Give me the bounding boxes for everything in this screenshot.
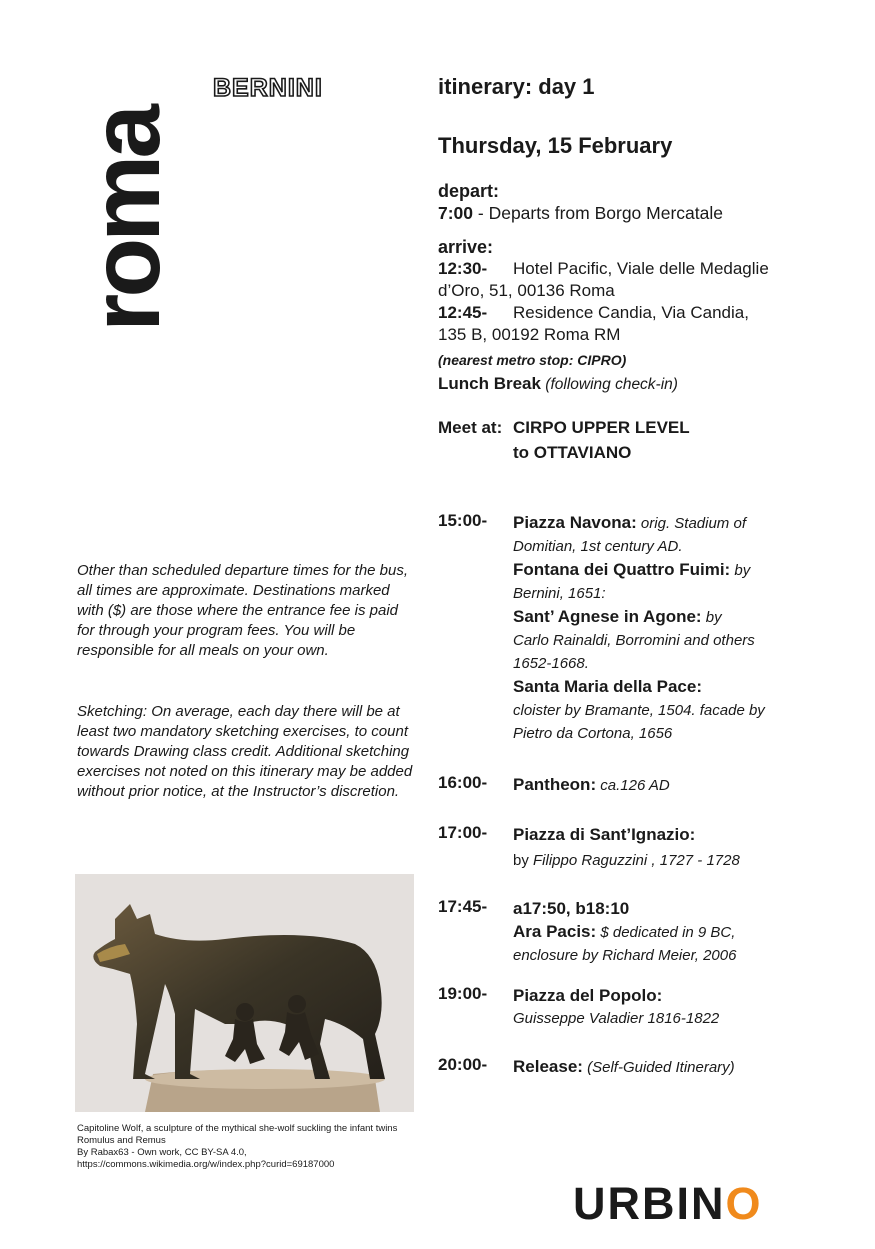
site-name: Release:	[513, 1057, 583, 1076]
photo-caption	[77, 1123, 417, 1171]
meet-label: Meet at:	[438, 418, 503, 437]
notes-paragraph: Sketching: On average, each day there will be at least two mandatory sketching exercises, to count towards Drawing class credit. Additional sketching exercises not noted on this itinerary may be added without prior notice, at the Instructor’s discretion.	[77, 703, 413, 800]
site-desc: Filippo Raguzzini , 1727 - 1728	[533, 852, 740, 869]
itinerary-date: Thursday, 15 February	[438, 133, 673, 158]
city-title: roma	[70, 108, 181, 332]
site-name: Piazza Navona:	[513, 513, 637, 532]
arrival-times: a17:50, b18:10	[513, 899, 630, 918]
arrive-item	[438, 302, 838, 324]
arrive-block	[438, 236, 838, 396]
schedule-content	[513, 984, 813, 1030]
depart-block	[438, 180, 838, 224]
itinerary-title: itinerary: day 1	[438, 74, 595, 99]
site-desc: cloister by Bramante, 1504. facade by	[513, 702, 765, 719]
site-desc: Guisseppe Valadier 1816-1822	[513, 1010, 720, 1027]
arrive-line1: Hotel Pacific, Viale delle Medaglie	[513, 259, 769, 278]
depart-text: - Departs from Borgo Mercatale	[473, 203, 723, 223]
lunch-line	[438, 373, 838, 396]
section-title: BERNINI	[213, 74, 323, 102]
site-name: Ara Pacis:	[513, 922, 597, 941]
logo-text: URBIN	[573, 1178, 726, 1229]
notes-paragraph: Other than scheduled departure times for the bus, all times are approximate. Destinations marked with ($) are those where the entrance fee is paid for through your program fees. You will be responsible for all meals on your own.	[77, 562, 409, 659]
arrive-label: arrive:	[438, 237, 494, 257]
site-desc-prefix: by	[513, 852, 534, 869]
site-desc: $ dedicated in 9 BC,	[596, 924, 736, 941]
schedule-time: 15:00-	[438, 511, 488, 530]
site-desc: by	[701, 609, 722, 626]
meet-line2: to OTTAVIANO	[513, 443, 632, 462]
site-name: Sant’ Agnese in Agone:	[513, 607, 702, 626]
schedule-time: 20:00-	[438, 1055, 488, 1074]
caption-credit: By Rabax63 - Own work, CC BY-SA 4.0, https://commons.wikimedia.org/w/index.php?curid=69187000	[77, 1147, 335, 1170]
site-desc: orig. Stadium of	[636, 515, 746, 532]
schedule-content	[513, 1055, 813, 1079]
schedule-time: 16:00-	[438, 773, 488, 792]
arrive-line2: 135 B, 00192 Roma RM	[438, 325, 621, 344]
caption-line: Capitoline Wolf, a sculpture of the mythical she-wolf suckling the infant twins Romulus and Remus	[77, 1123, 398, 1146]
site-desc: ca.126 AD	[596, 777, 670, 794]
meet-line1: CIRPO UPPER LEVEL	[513, 418, 690, 437]
vertical-title-container	[70, 70, 181, 370]
schedule-content	[513, 897, 813, 967]
schedule-time: 17:45-	[438, 897, 488, 916]
logo-accent-letter: O	[725, 1178, 763, 1229]
arrive-line2: d’Oro, 51, 00136 Roma	[438, 281, 615, 300]
schedule-content	[513, 773, 813, 797]
site-name: Pantheon:	[513, 775, 597, 794]
depart-time: 7:00	[438, 203, 474, 223]
capitoline-wolf-photo	[75, 874, 414, 1112]
site-name: Piazza di Sant’Ignazio:	[513, 825, 696, 844]
schedule-content	[513, 823, 813, 872]
arrive-time: 12:30-	[438, 259, 488, 278]
schedule-content	[513, 511, 813, 745]
site-desc: Domitian, 1st century AD.	[513, 538, 683, 555]
site-desc: 1652-1668.	[513, 655, 589, 672]
lunch-note: (following check-in)	[540, 376, 678, 393]
meet-block	[438, 415, 838, 465]
depart-line	[438, 202, 838, 224]
site-name: Fontana dei Quattro Fuimi:	[513, 560, 731, 579]
lunch-label: Lunch Break	[438, 374, 541, 393]
site-desc: Carlo Rainaldi, Borromini and others	[513, 632, 755, 649]
site-desc: Bernini, 1651:	[513, 585, 606, 602]
site-desc: by	[730, 562, 751, 579]
site-name: Piazza del Popolo:	[513, 986, 663, 1005]
metro-note: (nearest metro stop: CIPRO)	[438, 352, 627, 368]
schedule-time: 19:00-	[438, 984, 488, 1003]
arrive-line1: Residence Candia, Via Candia,	[513, 303, 749, 322]
site-desc: Pietro da Cortona, 1656	[513, 725, 673, 742]
depart-label: depart:	[438, 181, 500, 201]
site-name: Santa Maria della Pace:	[513, 677, 702, 696]
schedule-time: 17:00-	[438, 823, 488, 842]
arrive-item	[438, 258, 838, 280]
site-desc: (Self-Guided Itinerary)	[582, 1059, 735, 1076]
urbino-logo	[573, 1178, 763, 1230]
site-desc: enclosure by Richard Meier, 2006	[513, 947, 737, 964]
wolf-sculpture-illustration	[75, 874, 414, 1112]
arrive-time: 12:45-	[438, 303, 488, 322]
